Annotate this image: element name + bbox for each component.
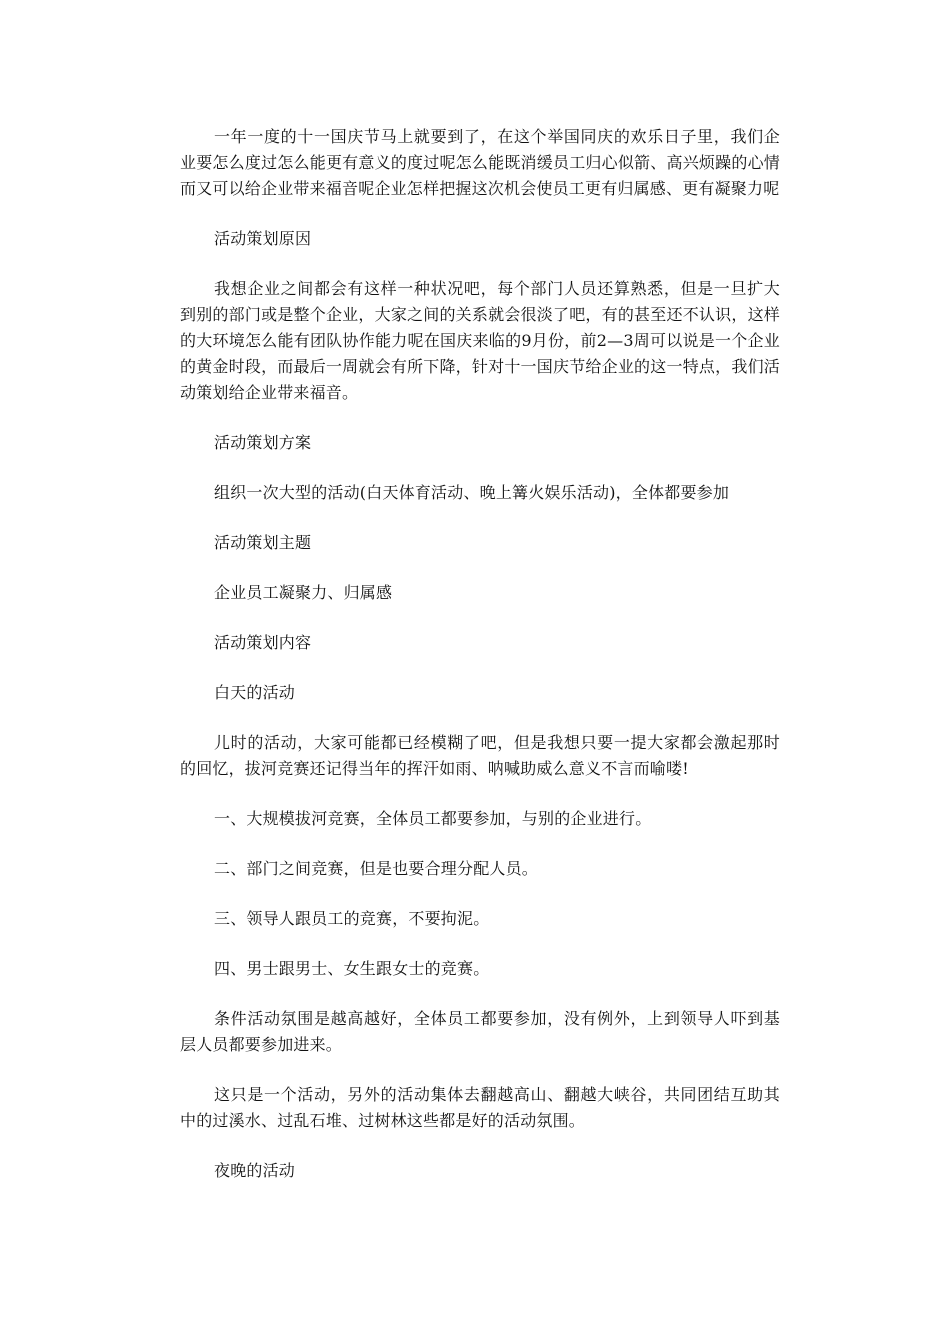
intro-paragraph: 一年一度的十一国庆节马上就要到了，在这个举国同庆的欢乐日子里，我们企业要怎么度过怎么能更有意义的度过呢怎么能既消缓员工归心似箭、高兴烦躁的心情而又可以给企业带来福音呢企业怎样把握这次机会使员工更有归属感、更有凝聚力呢 [180,127,780,198]
plan-paragraph: 组织一次大型的活动(白天体育活动、晚上篝火娱乐活动)，全体都要参加 [214,483,730,502]
subheading-daytime: 白天的活动 [214,683,296,702]
conditions-paragraph: 条件活动氛围是越高越好，全体员工都要参加，没有例外，上到领导人吓到基层人员都要参加进来。 [180,1009,780,1054]
section-heading-content: 活动策划内容 [214,633,312,652]
subheading-evening: 夜晚的活动 [214,1161,296,1180]
daytime-paragraph: 儿时的活动，大家可能都已经模糊了吧，但是我想只要一提大家都会激起那时的回忆，拔河竞赛还记得当年的挥汗如雨、呐喊助威么意义不言而喻喽! [180,733,780,778]
section-heading-reason: 活动策划原因 [214,229,312,248]
reason-paragraph: 我想企业之间都会有这样一种状况吧，每个部门人员还算熟悉，但是一旦扩大到别的部门或是整个企业，大家之间的关系就会很淡了吧，有的甚至还不认识，这样的大环境怎么能有团队协作能力呢在国庆来临的9月份，前2—3周可以说是一个企业的黄金时段，而最后一周就会有所下降，针对十一国庆节给企业的这一特点，我们活动策划给企业带来福音。 [180,279,780,402]
theme-paragraph: 企业员工凝聚力、归属感 [214,583,393,602]
list-item-2: 二、部门之间竞赛，但是也要合理分配人员。 [214,859,539,878]
section-heading-theme: 活动策划主题 [214,533,312,552]
document-body [180,124,780,1208]
section-heading-plan: 活动策划方案 [214,433,312,452]
list-item-1: 一、大规模拔河竞赛，全体员工都要参加，与别的企业进行。 [214,809,652,828]
other-activities-paragraph: 这只是一个活动，另外的活动集体去翻越高山、翻越大峡谷，共同团结互助其中的过溪水、过乱石堆、过树林这些都是好的活动氛围。 [180,1085,780,1130]
list-item-3: 三、领导人跟员工的竞赛，不要拘泥。 [214,909,490,928]
list-item-4: 四、男士跟男士、女生跟女士的竞赛。 [214,959,490,978]
